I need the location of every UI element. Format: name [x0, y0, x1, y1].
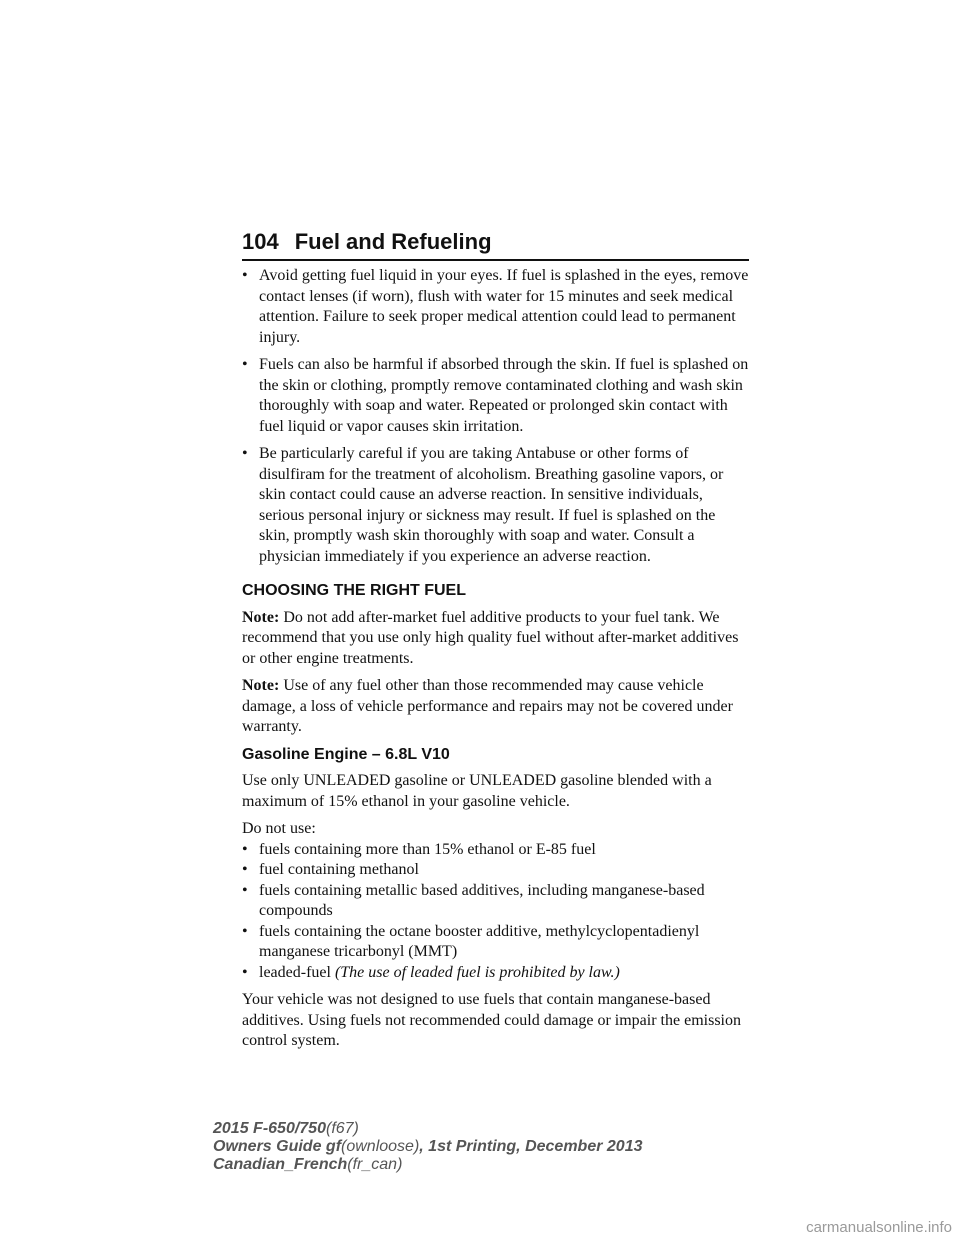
footer-line-3	[213, 1156, 642, 1174]
header-rule	[242, 259, 749, 261]
list-item-leaded-fuel	[242, 963, 749, 984]
page-content	[242, 266, 749, 1059]
footer-code: (f67)	[325, 1120, 359, 1137]
footer-model: 2015 F-650/750	[213, 1120, 326, 1137]
footer-guide: Owners Guide gf	[213, 1138, 342, 1155]
footer-printing: , 1st Printing, December 2013	[419, 1138, 643, 1155]
list-item: • fuels containing the octane booster additive, methylcyclopentadienyl manganese tricarbonyl (MMT)	[242, 922, 749, 963]
list-item: • fuels containing more than 15% ethanol or E-85 fuel	[242, 840, 749, 861]
page-header	[242, 229, 749, 255]
usage-paragraph: Use only UNLEADED gasoline or UNLEADED gasoline blended with a maximum of 15% ethanol in your gasoline vehicle.	[242, 772, 712, 810]
list-item-italic-note: (The use of leaded fuel is prohibited by law.)	[334, 963, 620, 981]
note-additives	[242, 608, 749, 670]
list-item: • fuel containing methanol	[242, 860, 749, 881]
page-number: 104	[242, 229, 279, 254]
note-text: Use of any fuel other than those recommended may cause vehicle damage, a loss of vehicle performance and repairs may not be covered under warranty.	[242, 677, 733, 735]
do-not-use-intro: Do not use:	[242, 820, 316, 837]
list-item-text: leaded-fuel	[259, 963, 331, 981]
do-not-use-list	[242, 819, 749, 983]
footer-language: Canadian_French	[213, 1156, 348, 1173]
list-item: • fuels containing metallic based additives, including manganese-based compounds	[242, 881, 749, 922]
watermark: carmanualsonline.info	[806, 1219, 952, 1236]
footer-line-2	[213, 1138, 642, 1156]
note-label: Note:	[242, 608, 280, 626]
warning-bullet-skin: • Fuels can also be harmful if absorbed through the skin. If fuel is splashed on the skin or clothing, promptly remove contaminated clothing and wash skin thoroughly with soap and water. Repeated or prolonged skin contact with fuel liquid or vapor causes skin irritation.	[242, 355, 749, 437]
note-text: Do not add after-market fuel additive products to your fuel tank. We recommend that you use only high quality fuel without after-market additives or other engine treatments.	[242, 608, 739, 667]
footer-locale: (fr_can)	[347, 1156, 403, 1173]
warning-bullet-antabuse: • Be particularly careful if you are taking Antabuse or other forms of disulfiram for the treatment of alcoholism. Breathing gasoline vapors, or skin contact could cause an adverse reaction. In sensitive individuals, serious personal injury or sickness may result. If fuel is splashed on the skin, promptly wash skin thoroughly with soap and water. Consult a physician immediately if you experience an adverse reaction.	[242, 444, 749, 567]
note-warranty	[242, 676, 749, 738]
footer-line-1	[213, 1120, 642, 1138]
chapter-title: Fuel and Refueling	[294, 229, 492, 254]
warning-bullet-eyes: • Avoid getting fuel liquid in your eyes. If fuel is splashed in the eyes, remove contact lenses (if worn), flush with water for 15 minutes and seek medical attention. Failure to seek proper medical attention could lead to permanent injury.	[242, 266, 749, 348]
engine-subheading: Gasoline Engine – 6.8L V10	[242, 745, 450, 763]
page-footer	[213, 1120, 642, 1174]
note-label: Note:	[242, 677, 280, 694]
closing-paragraph: Your vehicle was not designed to use fuels that contain manganese-based additives. Using fuels not recommended could damage or impair the emission control system.	[242, 991, 741, 1049]
section-heading: CHOOSING THE RIGHT FUEL	[242, 582, 466, 599]
footer-format: (ownloose)	[341, 1138, 420, 1155]
